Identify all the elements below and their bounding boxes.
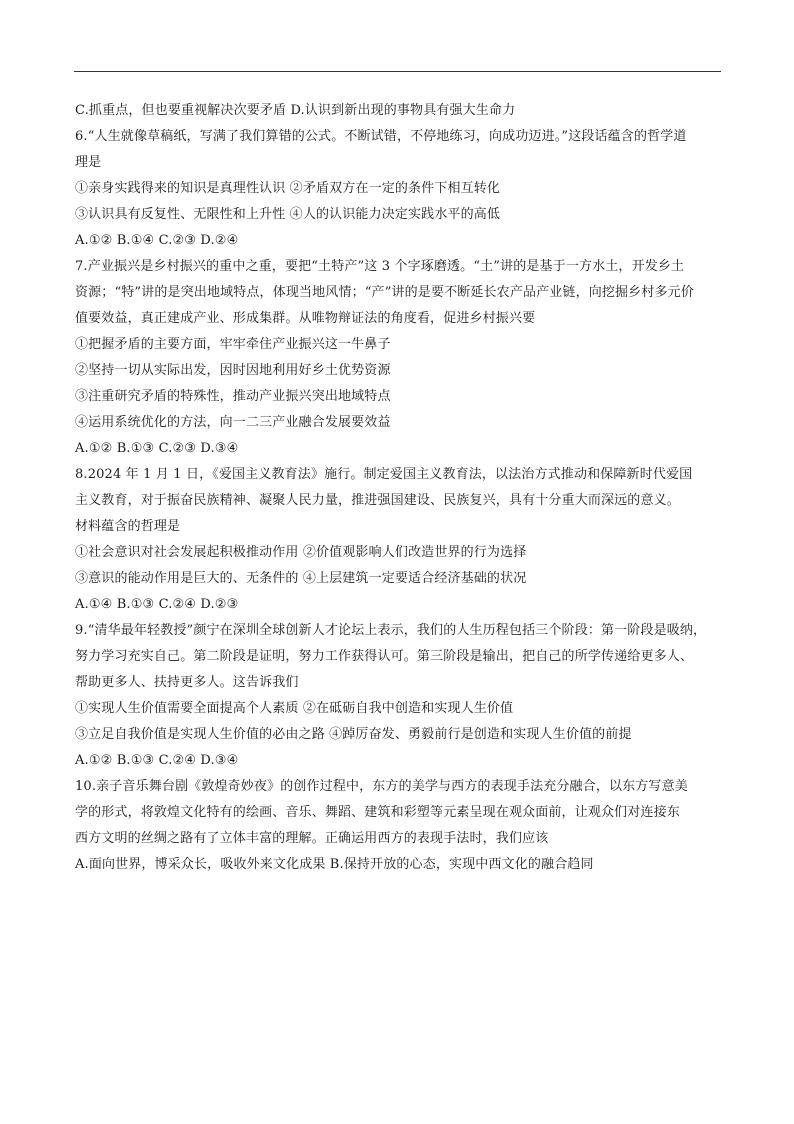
q8-statements-1-2: ①社会意识对社会发展起积极推动作用 ②价值观影响人们改造世界的行为选择 xyxy=(75,545,527,560)
q5-option-c-d: C.抓重点，但也要重视解决次要矛盾 D.认识到新出现的事物具有强大生命力 xyxy=(75,103,516,118)
q8-stem-line-1: 8.2024 年 1 月 1 日，《爱国主义教育法》施行。制定爱国主义教育法，以法治方式推动和保障新时代爱国 xyxy=(75,467,693,482)
q9-stem-line-3: 帮助更多人、扶持更多人。这告诉我们 xyxy=(75,675,299,690)
q10-options-a-b: A.面向世界，博采众长，吸收外来文化成果 B.保持开放的心态，实现中西文化的融合趋同 xyxy=(75,857,594,872)
q7-statement-3: ③注重研究矛盾的特殊性，推动产业振兴突出地域特点 xyxy=(75,389,391,404)
q9-stem-line-2: 努力学习充实自己。第二阶段是证明，努力工作获得认可。第三阶段是输出，把自己的所学传递给更多人、 xyxy=(75,649,694,664)
q9-answer-options: A.①② B.①③ C.②④ D.③④ xyxy=(75,753,239,768)
q10-stem-line-1: 10.亲子音乐舞台剧《敦煌奇妙夜》的创作过程中，东方的美学与西方的表现手法充分融合，以东方写意美 xyxy=(75,779,688,794)
q6-statements-3-4: ③认识具有反复性、无限性和上升性 ④人的认识能力决定实践水平的高低 xyxy=(75,207,501,222)
q10-stem-line-3: 西方文明的丝绸之路有了立体丰富的理解。正确运用西方的表现手法时，我们应该 xyxy=(75,831,549,846)
q7-answer-options: A.①② B.①③ C.②③ D.③④ xyxy=(75,441,239,456)
q6-stem-line-2: 理是 xyxy=(75,155,102,170)
question-text-block xyxy=(75,98,725,878)
q7-stem-line-1: 7.产业振兴是乡村振兴的重中之重，要把“土特产”这 3 个字琢磨透。“土”讲的是基于一方水土，开发乡土 xyxy=(75,259,685,274)
q9-stem-line-1: 9.“清华最年轻教授”颜宁在深圳全球创新人才论坛上表示，我们的人生历程包括三个阶段：第一阶段是吸纳， xyxy=(75,623,707,638)
q6-answer-options: A.①② B.①④ C.②③ D.②④ xyxy=(75,233,239,248)
q9-statements-1-2: ①实现人生价值需要全面提高个人素质 ②在砥砺自我中创造和实现人生价值 xyxy=(75,701,514,716)
q7-statement-1: ①把握矛盾的主要方面，牢牢牵住产业振兴这一牛鼻子 xyxy=(75,337,391,352)
q9-statements-3-4: ③立足自我价值是实现人生价值的必由之路 ④踔厉奋发、勇毅前行是创造和实现人生价值的前提 xyxy=(75,727,632,742)
q7-statement-2: ②坚持一切从实际出发，因时因地利用好乡土优势资源 xyxy=(75,363,391,378)
q10-stem-line-2: 学的形式，将敦煌文化特有的绘画、音乐、舞蹈、建筑和彩塑等元素呈现在观众面前，让观众们对连接东 xyxy=(75,805,680,820)
q8-statements-3-4: ③意识的能动作用是巨大的、无条件的 ④上层建筑一定要适合经济基础的状况 xyxy=(75,571,527,586)
q7-statement-4: ④运用系统优化的方法，向一二三产业融合发展要效益 xyxy=(75,415,391,430)
q8-stem-line-3: 材料蕴含的哲理是 xyxy=(75,519,181,534)
q6-stem-line-1: 6.“人生就像草稿纸，写满了我们算错的公式。不断试错，不停地练习，向成功迈进。”这段话蕴含的哲学道 xyxy=(75,129,687,144)
header-rule xyxy=(74,71,721,72)
q8-answer-options: A.①④ B.①③ C.②④ D.②③ xyxy=(75,597,239,612)
q8-stem-line-2: 主义教育，对于振奋民族精神、凝聚人民力量，推进强国建设、民族复兴，具有十分重大而深远的意义。 xyxy=(75,493,680,508)
q7-stem-line-3: 值要效益，真正建成产业、形成集群。从唯物辩证法的角度看，促进乡村振兴要 xyxy=(75,311,536,326)
q6-statements-1-2: ①亲身实践得来的知识是真理性认识 ②矛盾双方在一定的条件下相互转化 xyxy=(75,181,501,196)
q7-stem-line-2: 资源；“特”讲的是突出地域特点，体现当地风情；“产”讲的是要不断延长农产品产业链，向挖掘乡村多元价 xyxy=(75,285,694,300)
